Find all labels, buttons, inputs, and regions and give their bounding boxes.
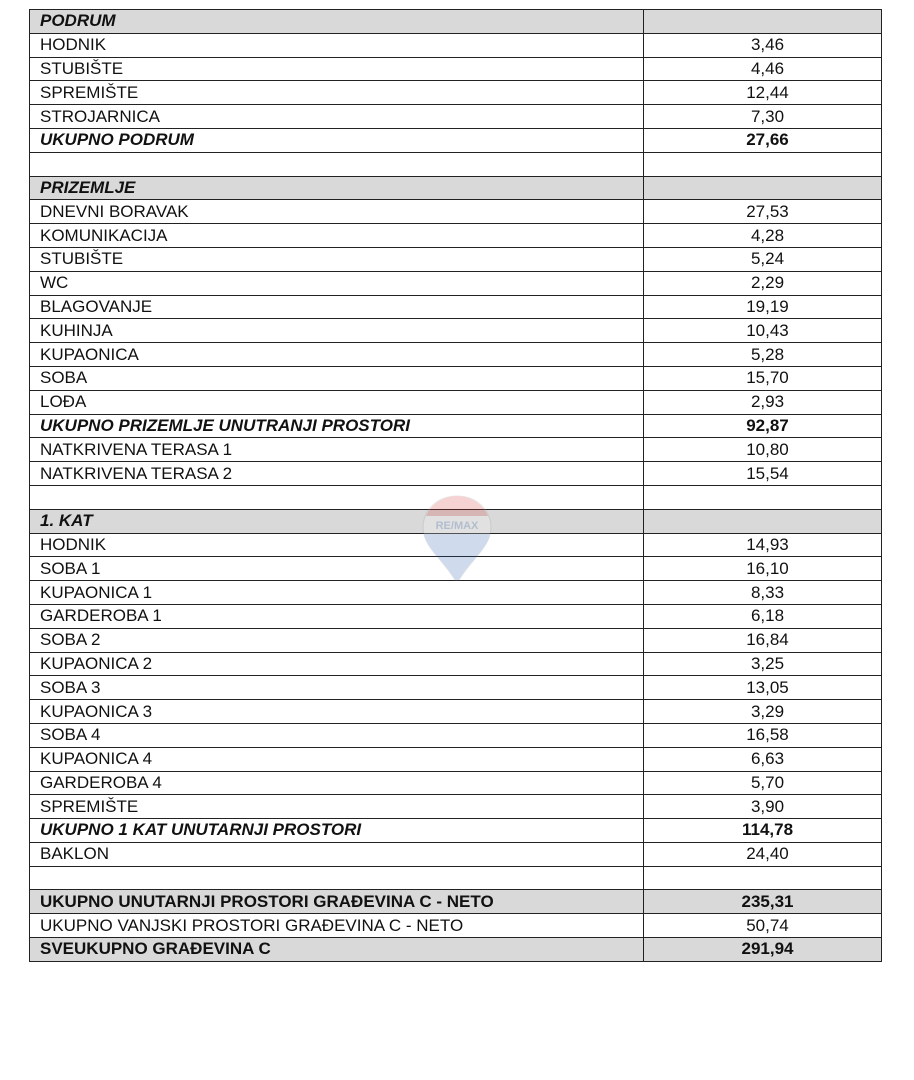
area-value-cell: 5,70 bbox=[644, 771, 882, 795]
area-value-cell bbox=[644, 10, 882, 34]
area-value-cell: 5,24 bbox=[644, 247, 882, 271]
room-name-cell: KUPAONICA 1 bbox=[30, 581, 644, 605]
room-name-cell bbox=[30, 485, 644, 509]
area-value-cell: 8,33 bbox=[644, 581, 882, 605]
room-name-cell: PRIZEMLJE bbox=[30, 176, 644, 200]
room-row bbox=[30, 652, 882, 676]
total-row bbox=[30, 938, 882, 962]
area-value-cell: 4,46 bbox=[644, 57, 882, 81]
room-name-cell: UKUPNO 1 KAT UNUTARNJI PROSTORI bbox=[30, 819, 644, 843]
room-row bbox=[30, 700, 882, 724]
area-value-cell: 235,31 bbox=[644, 890, 882, 914]
room-name-cell bbox=[30, 152, 644, 176]
room-name-cell: STUBIŠTE bbox=[30, 57, 644, 81]
room-row bbox=[30, 247, 882, 271]
room-name-cell: SPREMIŠTE bbox=[30, 795, 644, 819]
subtotal-row bbox=[30, 819, 882, 843]
section-header-row bbox=[30, 509, 882, 533]
room-name-cell: PODRUM bbox=[30, 10, 644, 34]
room-row bbox=[30, 319, 882, 343]
blank-row bbox=[30, 152, 882, 176]
room-name-cell: UKUPNO PODRUM bbox=[30, 128, 644, 152]
area-value-cell: 3,46 bbox=[644, 33, 882, 57]
area-value-cell: 5,28 bbox=[644, 343, 882, 367]
room-name-cell: SOBA 2 bbox=[30, 628, 644, 652]
area-value-cell: 27,66 bbox=[644, 128, 882, 152]
room-row bbox=[30, 224, 882, 248]
room-name-cell: HODNIK bbox=[30, 33, 644, 57]
area-value-cell: 3,25 bbox=[644, 652, 882, 676]
area-value-cell: 3,90 bbox=[644, 795, 882, 819]
room-row bbox=[30, 390, 882, 414]
room-name-cell: GARDEROBA 4 bbox=[30, 771, 644, 795]
room-row bbox=[30, 723, 882, 747]
room-row bbox=[30, 57, 882, 81]
room-row bbox=[30, 81, 882, 105]
area-value-cell: 4,28 bbox=[644, 224, 882, 248]
area-value-cell: 3,29 bbox=[644, 700, 882, 724]
room-name-cell: SOBA 1 bbox=[30, 557, 644, 581]
section-header-row bbox=[30, 176, 882, 200]
area-value-cell: 19,19 bbox=[644, 295, 882, 319]
room-name-cell: WC bbox=[30, 271, 644, 295]
area-value-cell: 27,53 bbox=[644, 200, 882, 224]
area-value-cell bbox=[644, 866, 882, 890]
area-table bbox=[29, 9, 882, 962]
area-value-cell bbox=[644, 509, 882, 533]
area-value-cell: 10,80 bbox=[644, 438, 882, 462]
section-header-row bbox=[30, 10, 882, 34]
room-row bbox=[30, 533, 882, 557]
room-row bbox=[30, 842, 882, 866]
blank-row bbox=[30, 866, 882, 890]
room-row bbox=[30, 628, 882, 652]
area-value-cell bbox=[644, 176, 882, 200]
room-row bbox=[30, 295, 882, 319]
room-name-cell: BLAGOVANJE bbox=[30, 295, 644, 319]
room-row bbox=[30, 200, 882, 224]
room-name-cell: KUHINJA bbox=[30, 319, 644, 343]
area-value-cell bbox=[644, 485, 882, 509]
room-row bbox=[30, 366, 882, 390]
room-name-cell: SOBA bbox=[30, 366, 644, 390]
room-name-cell: STROJARNICA bbox=[30, 105, 644, 129]
room-row bbox=[30, 747, 882, 771]
area-value-cell: 7,30 bbox=[644, 105, 882, 129]
room-name-cell: UKUPNO VANJSKI PROSTORI GRAĐEVINA C - NETO bbox=[30, 914, 644, 938]
area-value-cell: 13,05 bbox=[644, 676, 882, 700]
room-row bbox=[30, 438, 882, 462]
room-row bbox=[30, 271, 882, 295]
area-value-cell: 16,10 bbox=[644, 557, 882, 581]
room-name-cell: KUPAONICA 4 bbox=[30, 747, 644, 771]
room-name-cell: SPREMIŠTE bbox=[30, 81, 644, 105]
subtotal-row bbox=[30, 128, 882, 152]
area-value-cell: 291,94 bbox=[644, 938, 882, 962]
area-table-body bbox=[30, 10, 882, 962]
room-row bbox=[30, 462, 882, 486]
area-value-cell: 92,87 bbox=[644, 414, 882, 438]
area-value-cell: 6,63 bbox=[644, 747, 882, 771]
room-row bbox=[30, 771, 882, 795]
area-value-cell: 12,44 bbox=[644, 81, 882, 105]
room-name-cell: BAKLON bbox=[30, 842, 644, 866]
area-value-cell: 15,70 bbox=[644, 366, 882, 390]
room-name-cell: KUPAONICA 3 bbox=[30, 700, 644, 724]
room-name-cell: UKUPNO UNUTARNJI PROSTORI GRAĐEVINA C - NETO bbox=[30, 890, 644, 914]
area-value-cell: 6,18 bbox=[644, 604, 882, 628]
room-row bbox=[30, 105, 882, 129]
area-value-cell: 50,74 bbox=[644, 914, 882, 938]
area-value-cell: 10,43 bbox=[644, 319, 882, 343]
room-row bbox=[30, 557, 882, 581]
room-row bbox=[30, 795, 882, 819]
blank-row bbox=[30, 485, 882, 509]
room-name-cell: LOĐA bbox=[30, 390, 644, 414]
area-value-cell: 16,58 bbox=[644, 723, 882, 747]
area-value-cell: 24,40 bbox=[644, 842, 882, 866]
watermark-logo-text: RE/MAX bbox=[435, 520, 479, 532]
room-name-cell: NATKRIVENA TERASA 2 bbox=[30, 462, 644, 486]
subtotal-row bbox=[30, 414, 882, 438]
room-row bbox=[30, 343, 882, 367]
room-name-cell: UKUPNO PRIZEMLJE UNUTRANJI PROSTORI bbox=[30, 414, 644, 438]
room-name-cell: HODNIK bbox=[30, 533, 644, 557]
room-name-cell: SOBA 3 bbox=[30, 676, 644, 700]
area-value-cell: 14,93 bbox=[644, 533, 882, 557]
total-row bbox=[30, 914, 882, 938]
room-name-cell: KUPAONICA 2 bbox=[30, 652, 644, 676]
area-value-cell: 2,93 bbox=[644, 390, 882, 414]
room-row bbox=[30, 676, 882, 700]
room-name-cell bbox=[30, 866, 644, 890]
area-value-cell: 16,84 bbox=[644, 628, 882, 652]
room-name-cell: SVEUKUPNO GRAĐEVINA C bbox=[30, 938, 644, 962]
room-name-cell: KOMUNIKACIJA bbox=[30, 224, 644, 248]
room-name-cell: KUPAONICA bbox=[30, 343, 644, 367]
room-row bbox=[30, 604, 882, 628]
area-value-cell: 2,29 bbox=[644, 271, 882, 295]
area-value-cell: 15,54 bbox=[644, 462, 882, 486]
room-row bbox=[30, 33, 882, 57]
room-name-cell: GARDEROBA 1 bbox=[30, 604, 644, 628]
room-name-cell: DNEVNI BORAVAK bbox=[30, 200, 644, 224]
area-value-cell bbox=[644, 152, 882, 176]
total-row bbox=[30, 890, 882, 914]
room-name-cell: SOBA 4 bbox=[30, 723, 644, 747]
room-name-cell: NATKRIVENA TERASA 1 bbox=[30, 438, 644, 462]
room-name-cell: 1. KAT bbox=[30, 509, 644, 533]
room-row bbox=[30, 581, 882, 605]
area-value-cell: 114,78 bbox=[644, 819, 882, 843]
room-name-cell: STUBIŠTE bbox=[30, 247, 644, 271]
